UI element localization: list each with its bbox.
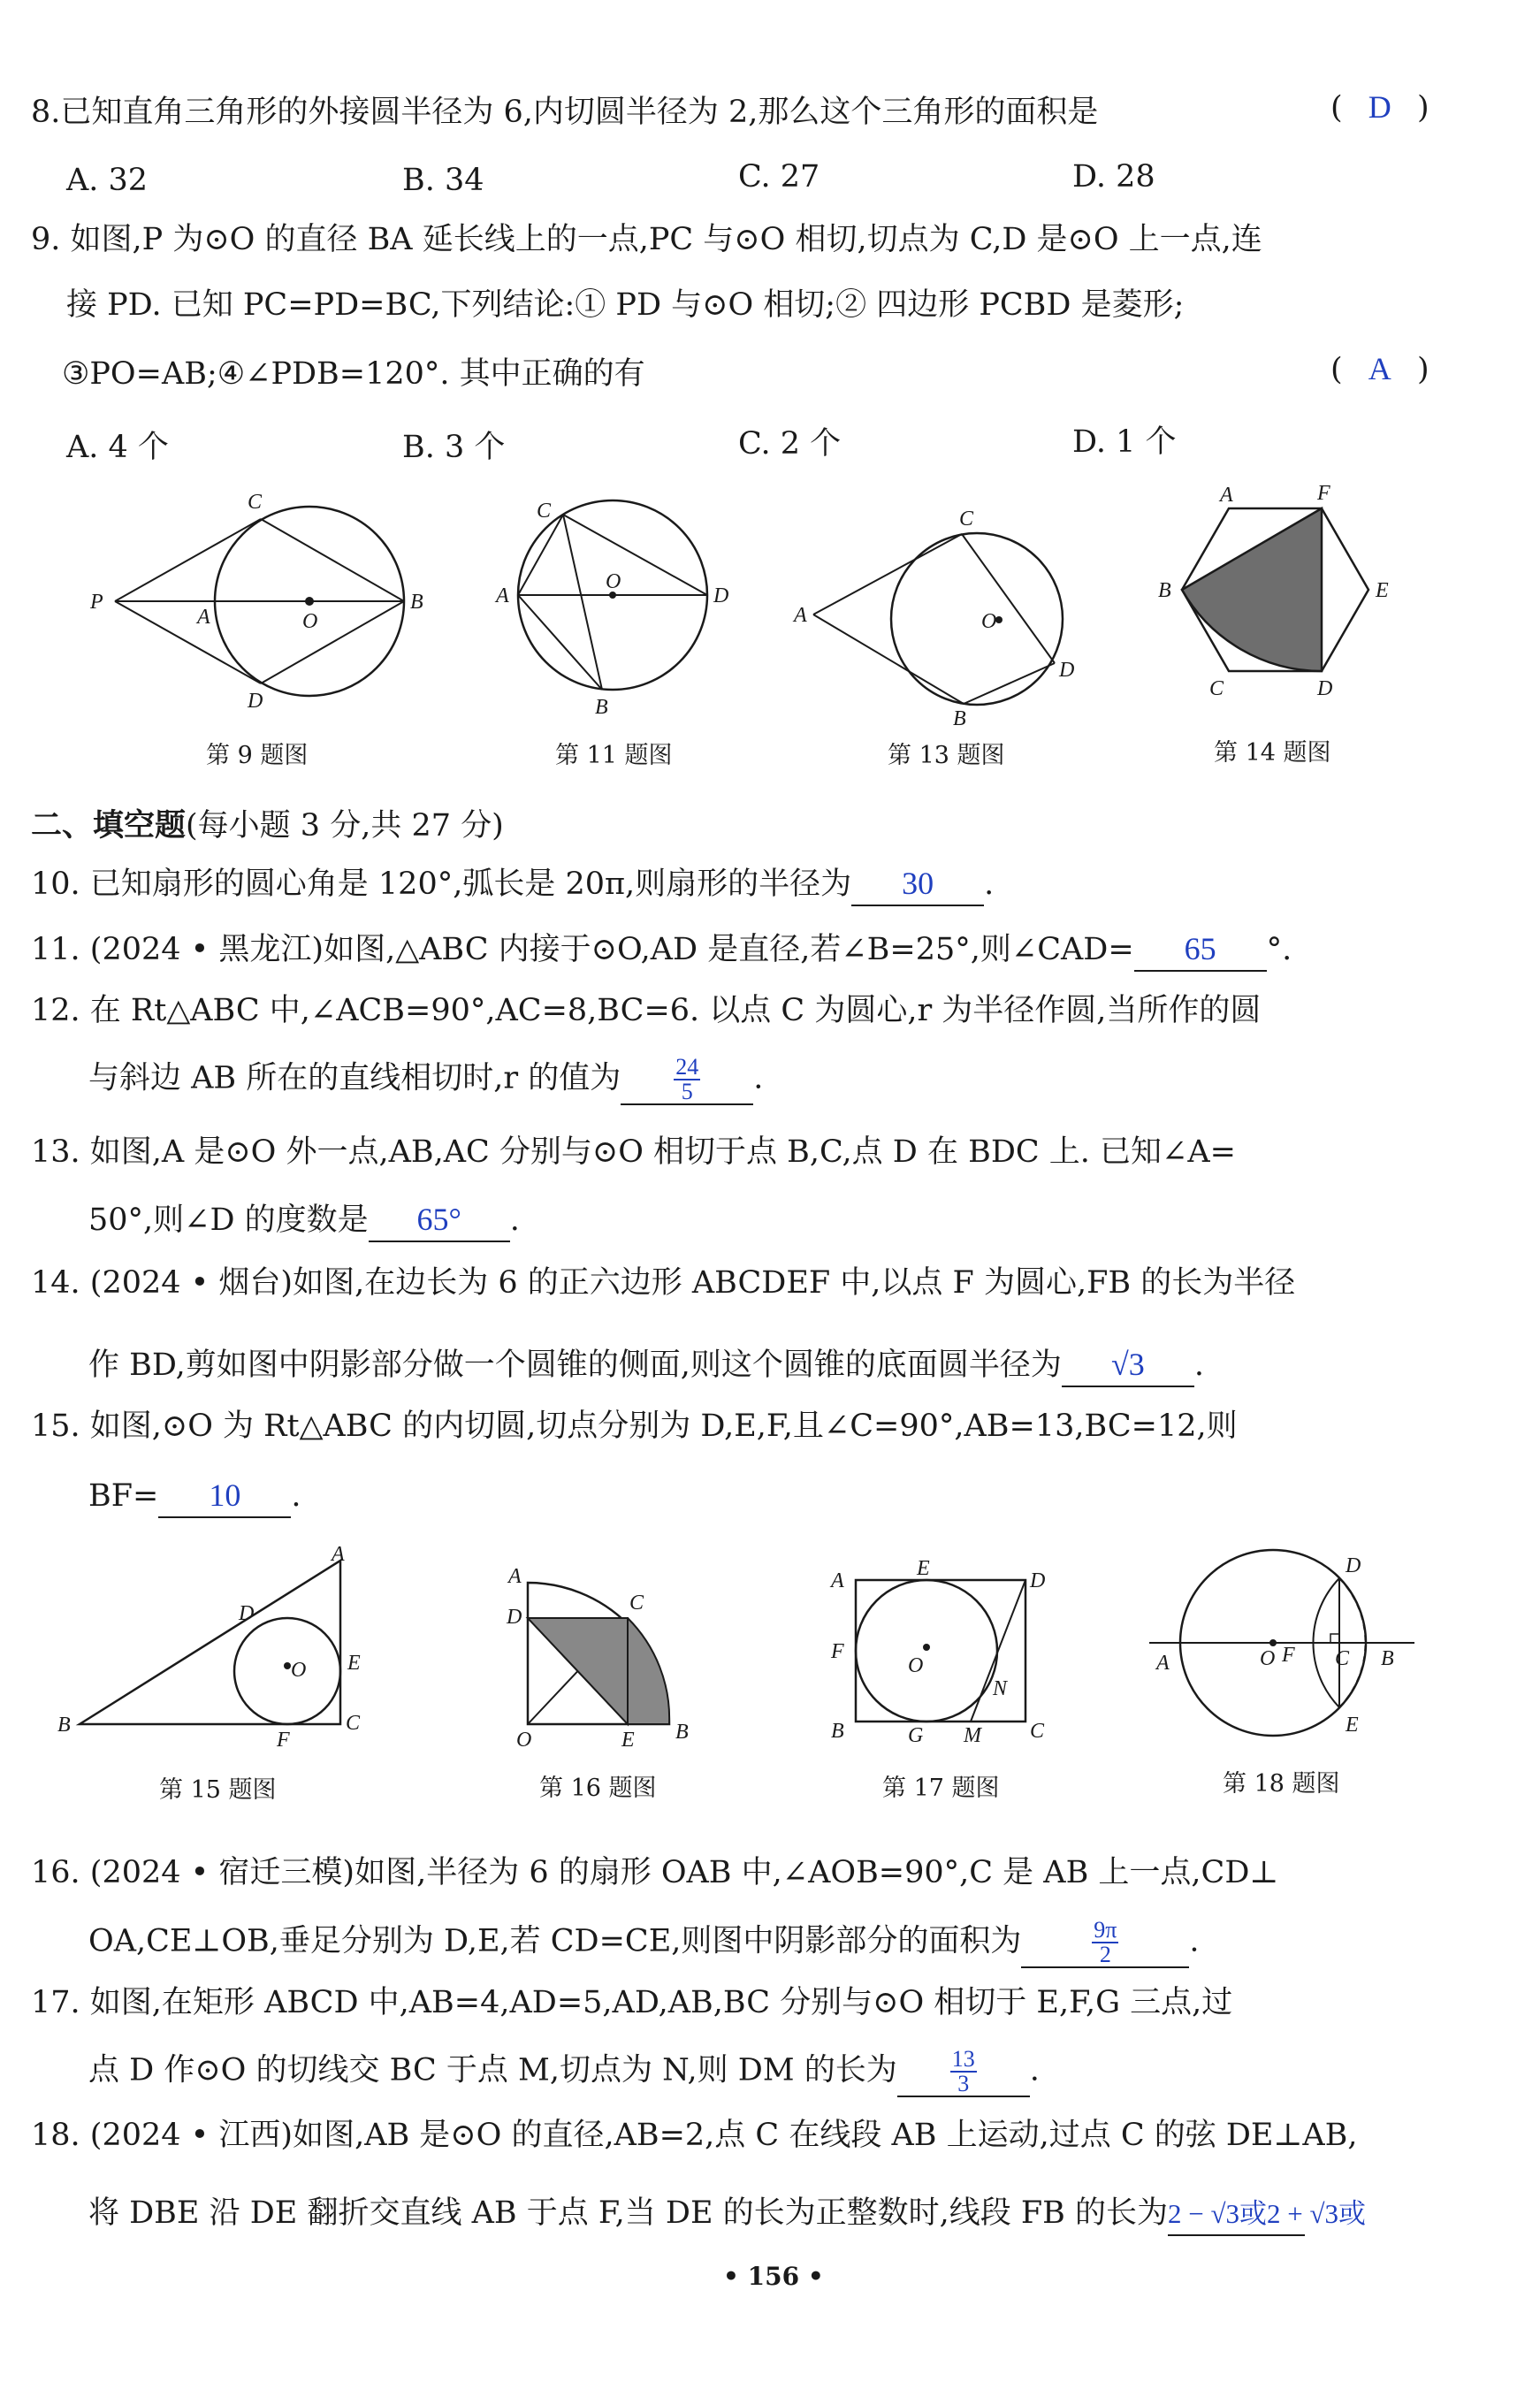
q16-line2: [88, 1919, 1200, 1968]
q18-blank: [1168, 2193, 1367, 2236]
label-b: B: [1381, 1647, 1394, 1670]
q10: [31, 863, 994, 906]
label-d: D: [248, 690, 263, 713]
label-n: N: [993, 1677, 1008, 1700]
q16-end: .: [1189, 1923, 1200, 1959]
figure-q17: [827, 1557, 1065, 1755]
q8-option-a: A. 32: [66, 163, 149, 198]
q16-answer-num: 9π: [1094, 1917, 1117, 1943]
label-m: M: [964, 1724, 981, 1747]
label-b: B: [410, 591, 423, 614]
label-f: F: [1317, 482, 1330, 505]
q12-answer-num: 24: [675, 1054, 699, 1080]
q14-line1: 14. (2024 • 烟台)如图,在边长为 6 的正六边形 ABCDEF 中,以点 F 为圆心,FB 的长为半径: [31, 1265, 1296, 1301]
label-e: E: [1376, 579, 1389, 602]
label-g: G: [908, 1724, 924, 1747]
figure-q13: [794, 508, 1096, 730]
label-c: C: [1335, 1647, 1350, 1670]
figure-q18: [1149, 1538, 1432, 1751]
q18-answer: 2 − √3或2 + √3或: [1168, 2198, 1367, 2229]
paren-close: ): [1416, 90, 1429, 126]
q12-line1: 12. 在 Rt△ABC 中,∠ACB=90°,AC=8,BC=6. 以点 C 为圆心,r 为半径作圆,当所作的圆: [31, 993, 1262, 1028]
label-b: B: [953, 707, 966, 730]
label-o: O: [1260, 1647, 1276, 1670]
q13-answer: 65°: [416, 1202, 461, 1237]
label-d: D: [1059, 659, 1075, 682]
q11-blank: [1134, 928, 1267, 972]
q8-text: 8.已知直角三角形的外接圆半径为 6,内切圆半径为 2,那么这个三角形的面积是: [31, 95, 1099, 130]
label-b: B: [57, 1714, 71, 1737]
q14-text: 作 BD,剪如图中阴影部分做一个圆锥的侧面,则这个圆锥的底面圆半径为: [88, 1348, 1062, 1383]
q10-blank: [851, 863, 984, 906]
q15-blank: [158, 1475, 291, 1518]
q9-option-c: C. 2 个: [738, 426, 842, 462]
page-number: • 156 •: [723, 2262, 824, 2291]
q15-line2: [88, 1475, 301, 1518]
q17-line1: 17. 如图,在矩形 ABCD 中,AB=4,AD=5,AD,AB,BC 分别与⊙O 相切于 E,F,G 三点,过: [31, 1985, 1233, 2020]
label-d: D: [713, 584, 729, 607]
paren-open: (: [1330, 352, 1343, 387]
label-a: A: [794, 604, 807, 627]
paren-open: (: [1330, 90, 1343, 126]
q17-answer-num: 13: [951, 2046, 975, 2072]
q13-blank: [369, 1199, 510, 1242]
q18-line2: [88, 2193, 1367, 2236]
figure-q14: [1149, 482, 1414, 712]
label-b: B: [1158, 579, 1171, 602]
figure-q16: [504, 1565, 707, 1751]
q8-answer: D: [1368, 89, 1391, 125]
label-d: D: [1030, 1569, 1046, 1592]
section-title: 二、填空题: [31, 807, 187, 844]
q14-answer: √3: [1111, 1347, 1145, 1382]
q8-answer-paren: [1330, 87, 1429, 128]
q8-option-d: D. 28: [1072, 159, 1155, 195]
label-a: A: [1156, 1652, 1170, 1675]
q9-option-a: A. 4 个: [66, 430, 169, 465]
q14-blank: [1062, 1344, 1194, 1387]
q9-line1: 9. 如图,P 为⊙O 的直径 BA 延长线上的一点,PC 与⊙O 相切,切点为 C,D 是⊙O 上一点,连: [31, 222, 1262, 257]
label-o: O: [516, 1729, 532, 1752]
label-a: A: [1220, 484, 1233, 507]
label-a: A: [508, 1565, 522, 1588]
q17-text: 点 D 作⊙O 的切线交 BC 于点 M,切点为 N,则 DM 的长为: [88, 2052, 897, 2088]
q16-blank: [1021, 1919, 1189, 1968]
q11-end: °.: [1266, 932, 1292, 967]
label-e: E: [1346, 1714, 1359, 1737]
q9-line3: ③PO=AB;④∠PDB=120°. 其中正确的有: [62, 356, 645, 392]
q16-answer-den: 2: [1099, 1942, 1111, 1967]
section-note: (每小题 3 分,共 27 分): [186, 808, 504, 844]
figure-q9: [71, 482, 442, 721]
section-header: [31, 801, 504, 846]
q10-text: 10. 已知扇形的圆心角是 120°,弧长是 20π,则扇形的半径为: [31, 867, 852, 902]
label-o: O: [908, 1654, 924, 1677]
label-c: C: [629, 1592, 644, 1615]
q12-blank: [621, 1056, 753, 1105]
q10-answer: 30: [902, 866, 934, 901]
label-c: C: [1030, 1720, 1045, 1743]
q16-line1: 16. (2024 • 宿迁三模)如图,半径为 6 的扇形 OAB 中,∠AOB=90°,C 是 AB 上一点,CD⊥: [31, 1855, 1279, 1890]
q12-text: 与斜边 AB 所在的直线相切时,r 的值为: [88, 1060, 621, 1096]
q17-end: .: [1029, 2052, 1040, 2088]
label-f: F: [1282, 1644, 1295, 1667]
label-e: E: [347, 1652, 361, 1675]
label-o: O: [981, 610, 997, 633]
caption-fig13: 第 13 题图: [888, 742, 1005, 769]
caption-fig16: 第 16 题图: [539, 1775, 657, 1802]
label-p: P: [90, 591, 103, 614]
caption-fig9: 第 9 题图: [206, 742, 309, 769]
q9-option-d: D. 1 个: [1072, 424, 1177, 460]
q18-text: 将 DBE 沿 DE 翻折交直线 AB 于点 F,当 DE 的长为正整数时,线段 FB 的长为: [88, 2195, 1169, 2231]
q17-answer: [950, 2048, 977, 2096]
label-c: C: [1209, 677, 1224, 700]
label-a: A: [332, 1543, 345, 1566]
q14-end: .: [1193, 1348, 1205, 1383]
q17-blank: [897, 2048, 1030, 2097]
q11-text: 11. (2024 • 黑龙江)如图,△ABC 内接于⊙O,AD 是直径,若∠B=25°,则∠CAD=: [31, 932, 1134, 967]
label-e: E: [621, 1729, 635, 1752]
label-c: C: [959, 508, 974, 531]
label-b: B: [595, 696, 608, 719]
paren-close: ): [1416, 352, 1429, 387]
q12-answer: [674, 1056, 700, 1103]
q8-option-c: C. 27: [738, 159, 820, 195]
q11-answer: 65: [1184, 931, 1216, 966]
label-c: C: [248, 491, 263, 514]
label-o: O: [302, 610, 318, 633]
q9-line2: 接 PD. 已知 PC=PD=BC,下列结论:① PD 与⊙O 相切;② 四边形 PCBD 是菱形;: [66, 287, 1185, 323]
q12-end: .: [753, 1060, 764, 1096]
q15-answer: 10: [209, 1477, 241, 1513]
label-e: E: [917, 1557, 930, 1580]
q17-line2: [88, 2048, 1040, 2097]
q10-end: .: [984, 867, 995, 902]
q16-text: OA,CE⊥OB,垂足分别为 D,E,若 CD=CE,则图中阴影部分的面积为: [88, 1923, 1022, 1959]
caption-fig17: 第 17 题图: [882, 1775, 1000, 1802]
q14-line2: [88, 1344, 1204, 1387]
q17-answer-den: 3: [957, 2071, 970, 2096]
label-c: C: [537, 500, 552, 523]
q13-text: 50°,则∠D 的度数是: [88, 1202, 369, 1238]
caption-fig18: 第 18 题图: [1223, 1770, 1340, 1798]
label-b: B: [831, 1720, 844, 1743]
caption-fig15: 第 15 题图: [159, 1776, 277, 1804]
q13-line1: 13. 如图,A 是⊙O 外一点,AB,AC 分别与⊙O 相切于点 B,C,点 D 在 BDC 上. 已知∠A=: [31, 1134, 1236, 1170]
caption-fig14: 第 14 题图: [1214, 739, 1331, 767]
q13-end: .: [509, 1202, 520, 1238]
label-a: A: [496, 584, 509, 607]
label-a: A: [831, 1569, 844, 1592]
label-d: D: [239, 1602, 255, 1625]
q15-text: BF=: [88, 1478, 159, 1514]
label-o: O: [291, 1659, 307, 1682]
q12-line2: [88, 1056, 763, 1105]
q15-line1: 15. 如图,⊙O 为 Rt△ABC 的内切圆,切点分别为 D,E,F,且∠C=90°,AB=13,BC=12,则: [31, 1409, 1238, 1444]
label-d: D: [1317, 677, 1333, 700]
label-c: C: [346, 1712, 361, 1735]
q16-answer: [1092, 1919, 1118, 1966]
q11: [31, 928, 1292, 972]
label-f: F: [831, 1640, 844, 1663]
label-o: O: [606, 570, 621, 593]
caption-fig11: 第 11 题图: [555, 742, 673, 769]
q9-answer: A: [1368, 351, 1391, 386]
figure-q11: [491, 491, 747, 721]
label-b: B: [675, 1721, 689, 1744]
label-d: D: [1346, 1554, 1361, 1577]
q12-answer-den: 5: [681, 1079, 693, 1104]
q9-option-b: B. 3 个: [402, 430, 506, 465]
label-d: D: [507, 1606, 522, 1629]
q8-option-b: B. 34: [402, 163, 484, 198]
q18-line1: 18. (2024 • 江西)如图,AB 是⊙O 的直径,AB=2,点 C 在线段 AB 上运动,过点 C 的弦 DE⊥AB,: [31, 2118, 1358, 2153]
q13-line2: [88, 1199, 520, 1242]
label-a: A: [197, 606, 210, 629]
q15-end: .: [291, 1478, 301, 1514]
figure-q15: [57, 1543, 385, 1752]
q9-answer-paren: [1330, 348, 1429, 390]
label-f: F: [277, 1729, 290, 1752]
